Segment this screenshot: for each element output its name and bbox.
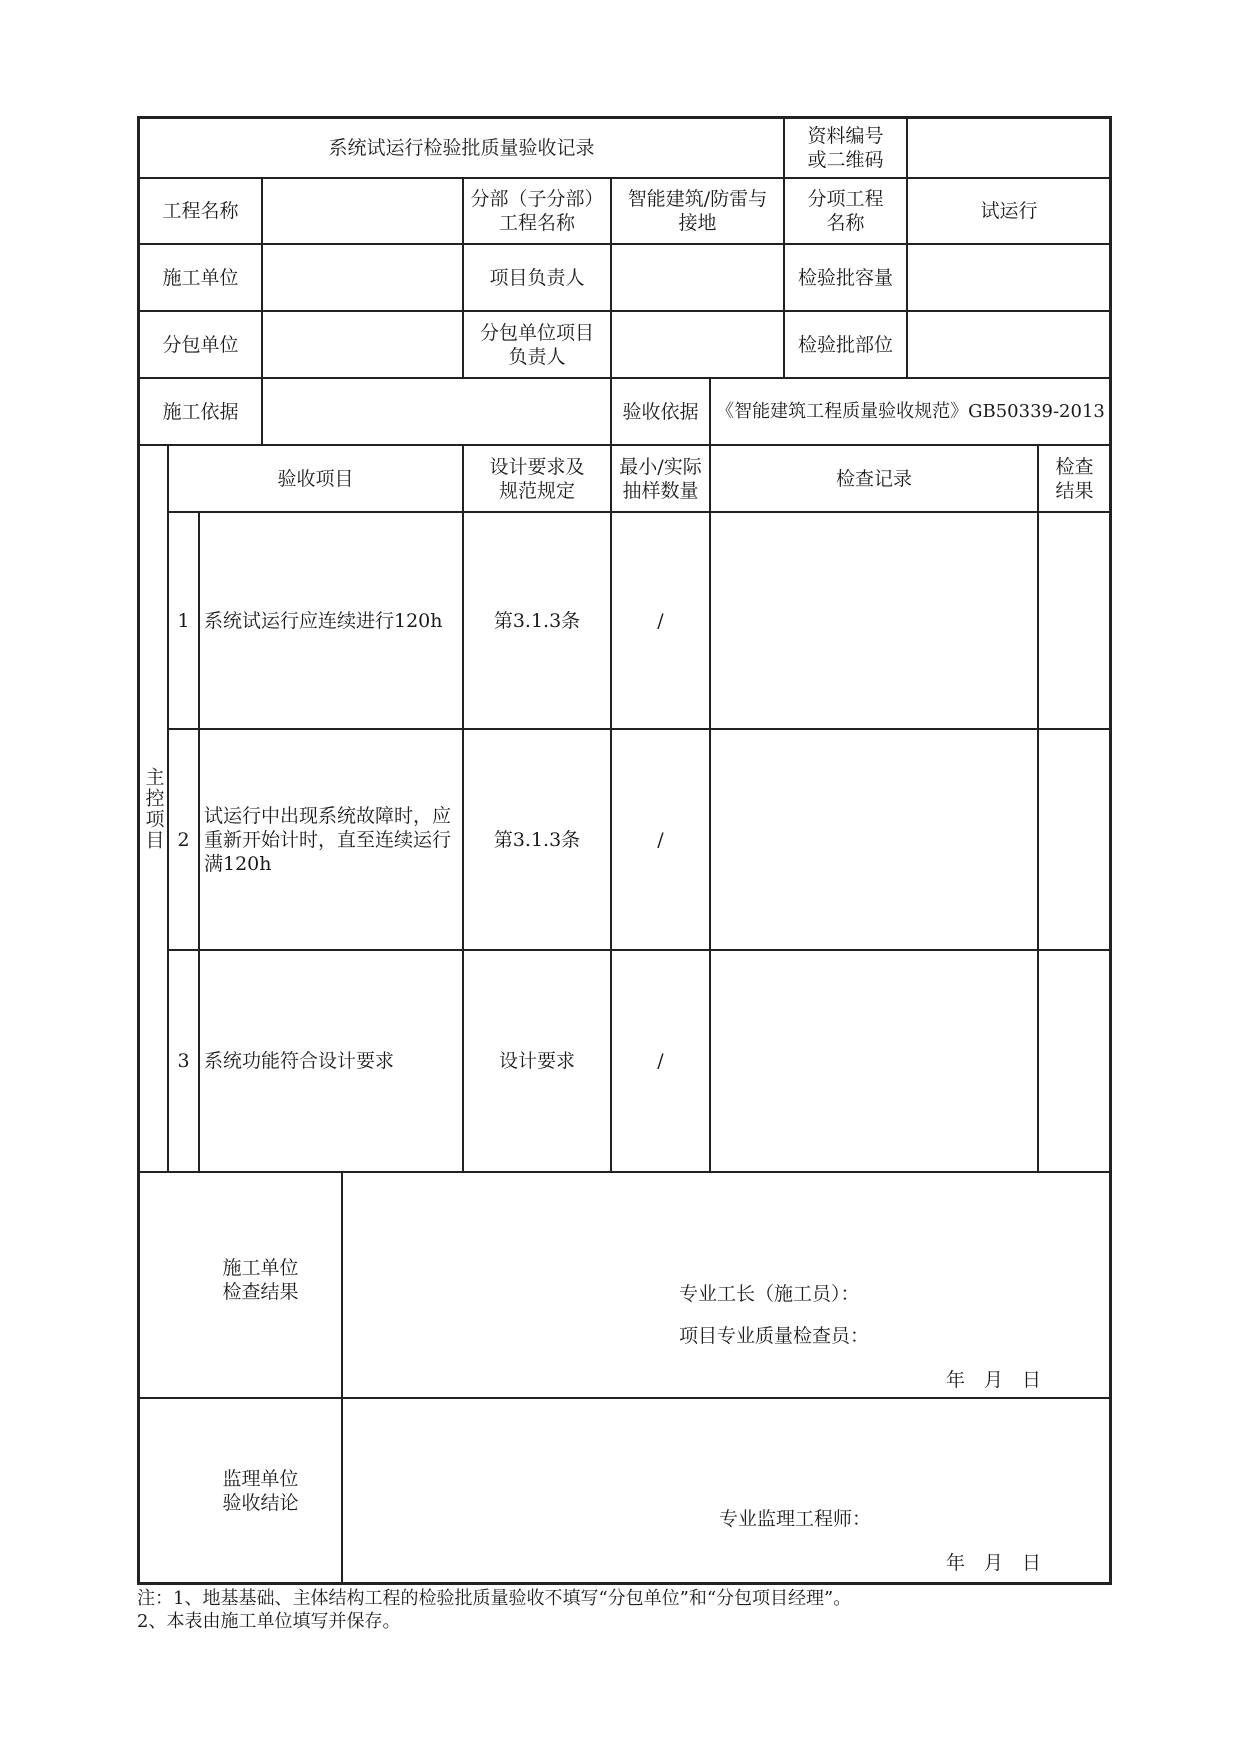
item-result-field[interactable] xyxy=(1039,951,1110,1171)
batch-capacity-label: 检验批容量 xyxy=(797,266,893,289)
form-title: 系统试运行检验批质量验收记录 xyxy=(328,136,595,159)
main-items-label: 主控项目 xyxy=(142,766,165,851)
item-number: 3 xyxy=(177,1050,190,1072)
item-sampling: / xyxy=(657,1050,664,1072)
item-record-field[interactable] xyxy=(711,951,1037,1171)
division-label: 分部（子分部） 工程名称 xyxy=(470,188,604,234)
supervisor-check-label: 监理单位 验收结论 xyxy=(222,1468,299,1514)
item-number: 2 xyxy=(177,828,190,851)
doc-number-label: 资料编号 或二维码 xyxy=(807,124,884,171)
subcontractor-label: 分包单位 xyxy=(162,333,239,356)
item-requirement: 第3.1.3条 xyxy=(493,609,581,632)
col-header-record: 检查记录 xyxy=(835,467,912,490)
division-value: 智能建筑/防雷与 接地 xyxy=(627,188,768,234)
item-description: 试运行中出现系统故障时，应重新开始计时，直至连续运行满120h xyxy=(204,804,452,875)
acceptance-basis-label: 验收依据 xyxy=(622,400,699,423)
contractor-check-date[interactable]: 年 月 日 xyxy=(946,1369,1042,1391)
project-leader-field[interactable] xyxy=(612,245,783,310)
item-description: 系统功能符合设计要求 xyxy=(204,1050,395,1072)
item-requirement: 第3.1.3条 xyxy=(493,828,581,851)
col-header-item: 验收项目 xyxy=(277,467,354,490)
sub-leader-field[interactable] xyxy=(612,312,783,377)
item-result-field[interactable] xyxy=(1039,730,1110,949)
subitem-value: 试运行 xyxy=(980,200,1038,222)
project-name-field[interactable] xyxy=(263,179,462,243)
item-number: 1 xyxy=(177,609,190,632)
batch-location-field[interactable] xyxy=(908,312,1110,377)
construction-basis-field[interactable] xyxy=(263,379,610,444)
col-header-sampling: 最小/实际 抽样数量 xyxy=(619,455,702,502)
subcontractor-field[interactable] xyxy=(263,312,462,377)
project-leader-label: 项目负责人 xyxy=(489,266,585,289)
supervisor-engineer-signature[interactable]: 专业监理工程师： xyxy=(719,1508,872,1530)
foreman-signature[interactable]: 专业工长（施工员）： xyxy=(679,1283,860,1305)
item-requirement: 设计要求 xyxy=(498,1050,575,1072)
item-result-field[interactable] xyxy=(1039,513,1110,728)
col-header-result: 检查 结果 xyxy=(1055,455,1094,502)
footnote-2: 2、本表由施工单位填写并保存。 xyxy=(137,1611,401,1632)
acceptance-basis-value: 《智能建筑工程质量验收规范》GB50339-2013 xyxy=(716,400,1105,422)
construction-basis-label: 施工依据 xyxy=(162,400,239,423)
quality-inspector-signature[interactable]: 项目专业质量检查员： xyxy=(679,1325,870,1347)
item-record-field[interactable] xyxy=(711,730,1037,949)
contractor-label: 施工单位 xyxy=(162,266,239,289)
contractor-check-label: 施工单位 检查结果 xyxy=(222,1257,299,1303)
item-sampling: / xyxy=(657,828,664,851)
col-line xyxy=(341,1171,343,1585)
col-header-design-req: 设计要求及 规范规定 xyxy=(489,455,585,502)
supervisor-check-date[interactable]: 年 月 日 xyxy=(946,1552,1042,1574)
project-name-label: 工程名称 xyxy=(162,200,239,222)
batch-location-label: 检验批部位 xyxy=(797,333,893,356)
item-record-field[interactable] xyxy=(711,513,1037,728)
batch-capacity-field[interactable] xyxy=(908,245,1110,310)
doc-number-field[interactable] xyxy=(908,118,1110,177)
item-sampling: / xyxy=(657,609,664,632)
sub-leader-label: 分包单位项目 负责人 xyxy=(479,321,594,368)
item-description: 系统试运行应连续进行120h xyxy=(204,609,443,632)
subitem-label: 分项工程 名称 xyxy=(807,188,884,234)
footnote-1: 注：1、地基基础、主体结构工程的检验批质量验收不填写“分包单位”和“分包项目经理”。 xyxy=(137,1588,852,1609)
contractor-field[interactable] xyxy=(263,245,462,310)
